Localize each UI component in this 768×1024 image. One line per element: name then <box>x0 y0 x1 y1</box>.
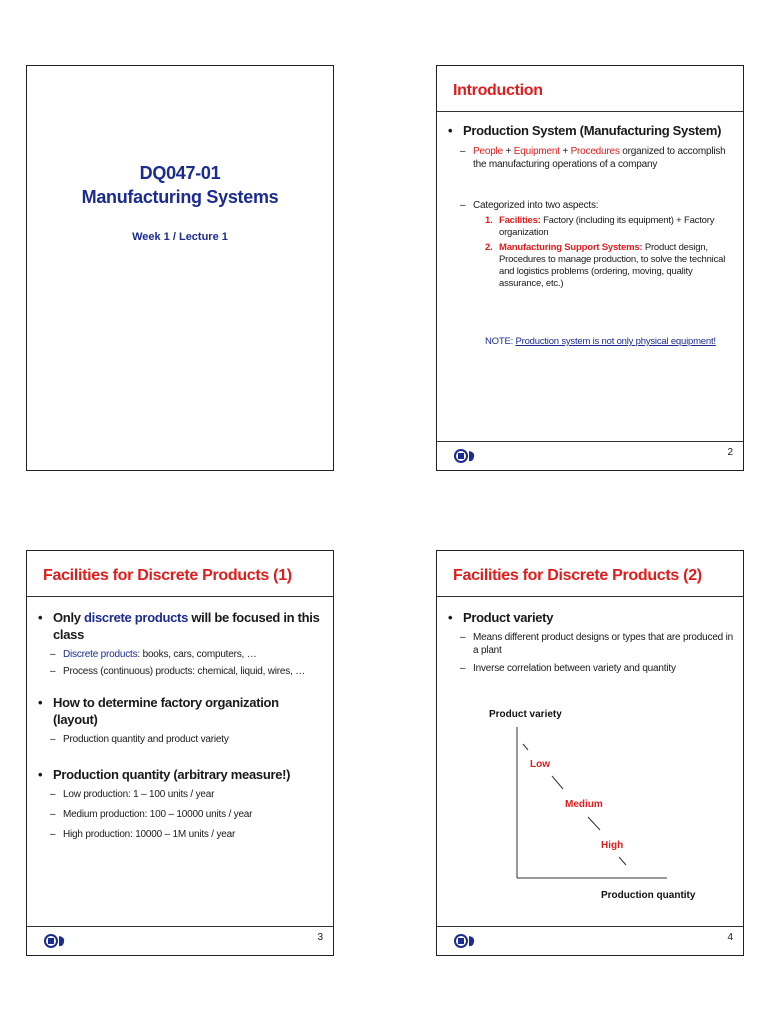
sub-bullet-low: – Low production: 1 – 100 units / year <box>37 788 325 801</box>
text-fragment: will be focused in this class <box>53 610 320 642</box>
bullet-factory-layout: • How to determine factory organization (layout) <box>37 694 325 728</box>
bullet-discrete-focus <box>37 609 325 643</box>
text-fragment: Only <box>53 610 85 625</box>
y-axis-label: Product variety <box>489 709 562 720</box>
term-discrete-products: discrete products <box>84 610 189 625</box>
item-label: Facilities: <box>499 215 541 226</box>
slide-content <box>447 122 735 347</box>
sub-bullet-quantity-variety: – Production quantity and product variety <box>37 733 325 746</box>
sub-bullet-categories: – Categorized into two aspects: <box>447 199 735 212</box>
sub-bullet-process: – Process (continuous) products: chemical, liquid, wires, … <box>37 665 325 678</box>
slide-title: Facilities for Discrete Products (1) <box>43 567 292 584</box>
title-divider <box>27 596 333 597</box>
note-label: NOTE: <box>485 336 516 347</box>
sub-bullet-inverse-correlation: – Inverse correlation between variety and quantity <box>447 662 735 675</box>
x-axis-label: Production quantity <box>601 890 696 901</box>
item-facilities <box>447 215 735 239</box>
course-title: Manufacturing Systems <box>81 187 279 207</box>
lecture-label: Week 1 / Lecture 1 <box>132 231 228 243</box>
slide-discrete-products-2 <box>436 550 744 956</box>
trend-dash <box>552 776 563 789</box>
sub-bullet-definition <box>447 145 735 171</box>
plus-sign: + <box>502 146 514 157</box>
page-number: 4 <box>727 932 733 943</box>
term-procedures: Procedures <box>570 146 620 157</box>
sub-bullet-variety-meaning: – Means different product designs or types that are produced in a plant <box>447 631 735 657</box>
university-seal-icon <box>43 933 67 949</box>
item-text: Product design, Procedures to manage production, to solve the technical and logistics problems (ordering, moving, quality assurance, etc.) <box>499 242 726 289</box>
university-seal-icon <box>453 448 477 464</box>
label-low: Low <box>530 759 550 770</box>
bullet-production-quantity: • Production quantity (arbitrary measure!) <box>37 766 325 783</box>
sub-bullet-discrete <box>37 648 325 661</box>
item-support-systems <box>447 242 735 290</box>
label-medium: Medium <box>565 799 603 810</box>
slide-discrete-products-1 <box>26 550 334 956</box>
slide-content <box>37 609 325 841</box>
slide-title: Facilities for Discrete Products (2) <box>453 567 702 584</box>
page-number: 3 <box>317 932 323 943</box>
title-block <box>27 161 333 243</box>
item-label: Manufacturing Support Systems: <box>499 242 643 253</box>
term-people: People <box>473 146 503 157</box>
slide-title-page <box>26 65 334 471</box>
item-number: 1. <box>485 215 493 226</box>
slide-title: Introduction <box>453 82 543 99</box>
definition-rest: organized to accomplish the manufacturing operations of a company <box>473 146 726 170</box>
trend-dash <box>588 817 600 830</box>
plus-sign: + <box>559 146 571 157</box>
item-text: Factory (including its equipment) + Factory organization <box>499 215 715 238</box>
trend-dash <box>619 857 626 865</box>
course-code: DQ047-01 <box>139 163 221 183</box>
term-discrete: Discrete products <box>63 649 138 660</box>
note <box>447 336 735 347</box>
footer-divider <box>437 926 743 927</box>
title-divider <box>437 111 743 112</box>
university-seal-icon <box>453 933 477 949</box>
footer-divider <box>437 441 743 442</box>
label-high: High <box>601 840 624 851</box>
text-fragment: : books, cars, computers, … <box>137 649 257 660</box>
trend-dash <box>523 744 528 750</box>
variety-quantity-diagram <box>437 551 743 955</box>
note-link[interactable]: Production system is not only physical equipment! <box>515 336 716 347</box>
sub-bullet-high: – High production: 10000 – 1M units / year <box>37 828 325 841</box>
slide-introduction <box>436 65 744 471</box>
bullet-product-variety: • Product variety <box>447 609 735 626</box>
sub-bullet-medium: – Medium production: 100 – 10000 units / year <box>37 808 325 821</box>
item-number: 2. <box>485 242 493 253</box>
page-number: 2 <box>727 447 733 458</box>
term-equipment: Equipment <box>513 146 560 157</box>
footer-divider <box>27 926 333 927</box>
bullet-production-system: • Production System (Manufacturing System) <box>447 122 735 139</box>
